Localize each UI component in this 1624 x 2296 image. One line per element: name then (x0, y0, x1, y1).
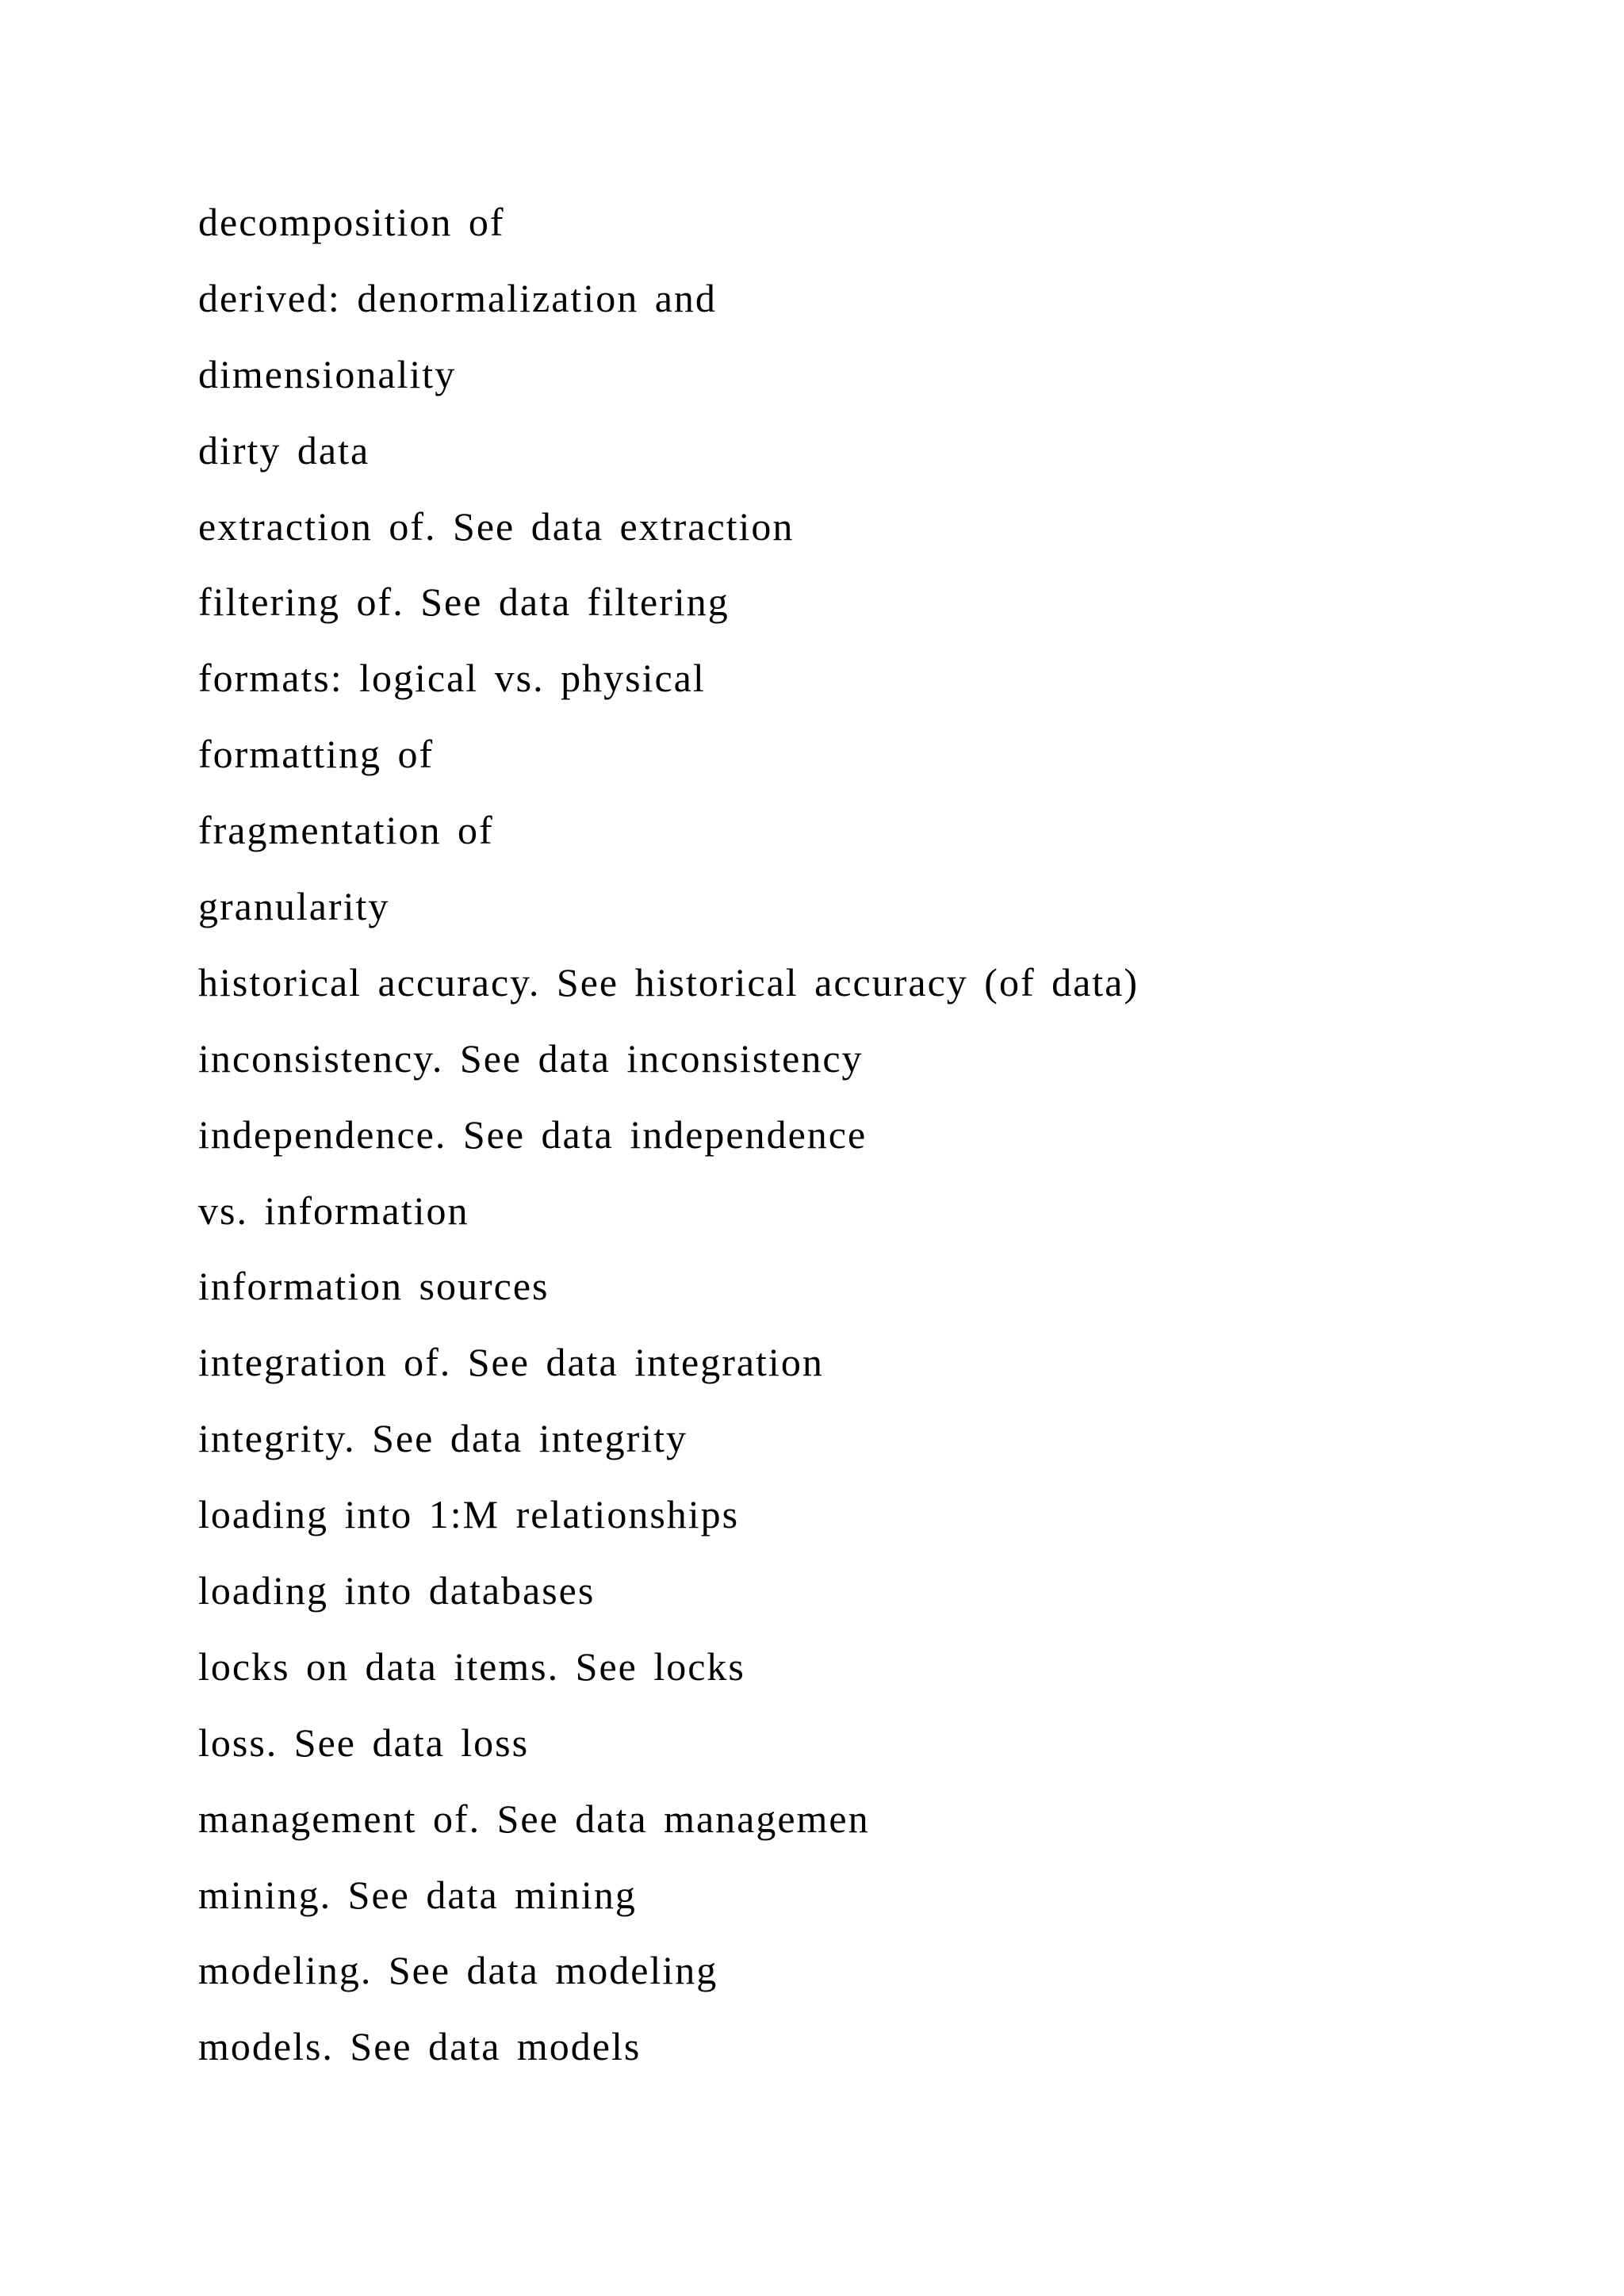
index-entry: filtering of. See data filtering (198, 580, 730, 625)
index-entry: extraction of. See data extraction (198, 503, 795, 549)
index-entry: formats: logical vs. physical (198, 656, 706, 701)
index-entry: integration of. See data integration (198, 1340, 824, 1385)
index-entry: independence. See data independence (198, 1112, 868, 1157)
index-entry: derived: denormalization and (198, 275, 717, 320)
index-entry: mining. See data mining (198, 1872, 637, 1917)
index-entry: granularity (198, 884, 390, 929)
index-entry: models. See data models (198, 2024, 642, 2069)
index-entry: modeling. See data modeling (198, 1948, 718, 1993)
index-entry: formatting of (198, 732, 435, 777)
index-entry-list (198, 189, 1139, 2089)
index-entry: loss. See data loss (198, 1720, 530, 1765)
index-entry: fragmentation of (198, 808, 494, 853)
index-entry: dimensionality (198, 351, 457, 396)
index-entry: loading into 1:M relationships (198, 1492, 740, 1537)
index-entry: management of. See data managemen (198, 1796, 870, 1841)
index-entry: historical accuracy. See historical accuracy (of data) (198, 959, 1139, 1004)
index-entry: vs. information (198, 1188, 469, 1233)
index-entry: decomposition of (198, 200, 505, 244)
index-entry: inconsistency. See data inconsistency (198, 1035, 864, 1081)
index-entry: loading into databases (198, 1568, 596, 1613)
index-entry: dirty data (198, 427, 370, 473)
index-entry: information sources (198, 1264, 550, 1309)
index-entry: integrity. See data integrity (198, 1416, 688, 1461)
index-entry: locks on data items. See locks (198, 1644, 745, 1689)
